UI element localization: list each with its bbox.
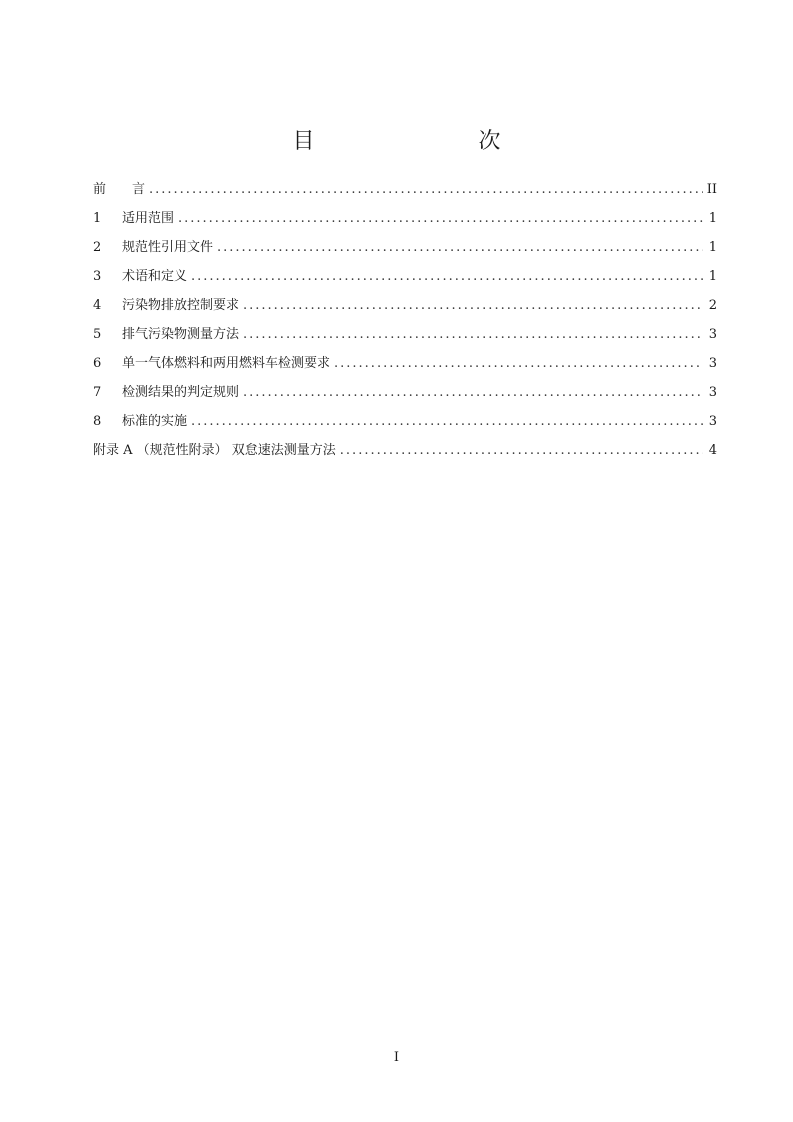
toc-leader-dots [243,325,703,345]
page-title: 目 次 [292,129,541,154]
toc-entry-4[interactable] [93,296,717,325]
toc-entry-page: 3 [708,414,717,429]
toc-entry-page: 3 [708,327,717,342]
toc-entry-page: 1 [708,269,717,284]
toc-entry-label: 适用范围 [122,211,175,226]
toc-entry-label: 污染物排放控制要求 [122,298,240,313]
toc-entry-number: 7 [93,385,102,400]
toc-entry-page: 4 [708,443,717,458]
toc-entry-label: 前 言 [93,182,146,197]
toc-entry-page: II [706,182,717,197]
toc-entry-number: 3 [93,269,102,284]
toc-leader-dots [243,383,703,403]
toc-leader-dots [191,412,703,432]
toc-entry-number: 5 [93,327,102,342]
page-number: I [393,1050,400,1065]
toc-leader-dots [217,238,703,258]
toc-entry-label: 排气污染物测量方法 [122,327,240,342]
toc-entry-appendix-a[interactable] [93,441,717,470]
toc-entry-page: 1 [708,240,717,255]
toc-entry-label: 单一气体燃料和两用燃料车检测要求 [122,356,331,371]
toc-entry-label: 检测结果的判定规则 [122,385,240,400]
toc-entry-label: 标准的实施 [122,414,188,429]
toc-entry-8[interactable] [93,412,717,441]
toc-entry-number: 4 [93,298,102,313]
toc-entry-page: 1 [708,211,717,226]
toc-entry-6[interactable] [93,354,717,383]
toc-leader-dots [340,441,703,461]
toc-entry-7[interactable] [93,383,717,412]
toc-entry-number: 1 [93,211,102,226]
toc-entry-number: 6 [93,356,102,371]
toc-entry-label: 附录 A （规范性附录） 双怠速法测量方法 [93,443,336,458]
toc-leader-dots [243,296,703,316]
toc-entry-1[interactable] [93,209,717,238]
toc-entry-page: 3 [708,356,717,371]
toc-entry-3[interactable] [93,267,717,296]
toc-entry-5[interactable] [93,325,717,354]
toc-entry-number: 8 [93,414,102,429]
toc-leader-dots [334,354,703,374]
toc-entry-number: 2 [93,240,102,255]
toc-entry-page: 3 [708,385,717,400]
toc-entry-2[interactable] [93,238,717,267]
toc-entry-label: 规范性引用文件 [122,240,214,255]
toc-leader-dots [149,180,703,200]
toc-entry-label: 术语和定义 [122,269,188,284]
toc-entry-preface[interactable] [93,180,717,209]
table-of-contents [93,180,717,470]
toc-leader-dots [178,209,703,229]
toc-leader-dots [191,267,703,287]
toc-entry-page: 2 [708,298,717,313]
